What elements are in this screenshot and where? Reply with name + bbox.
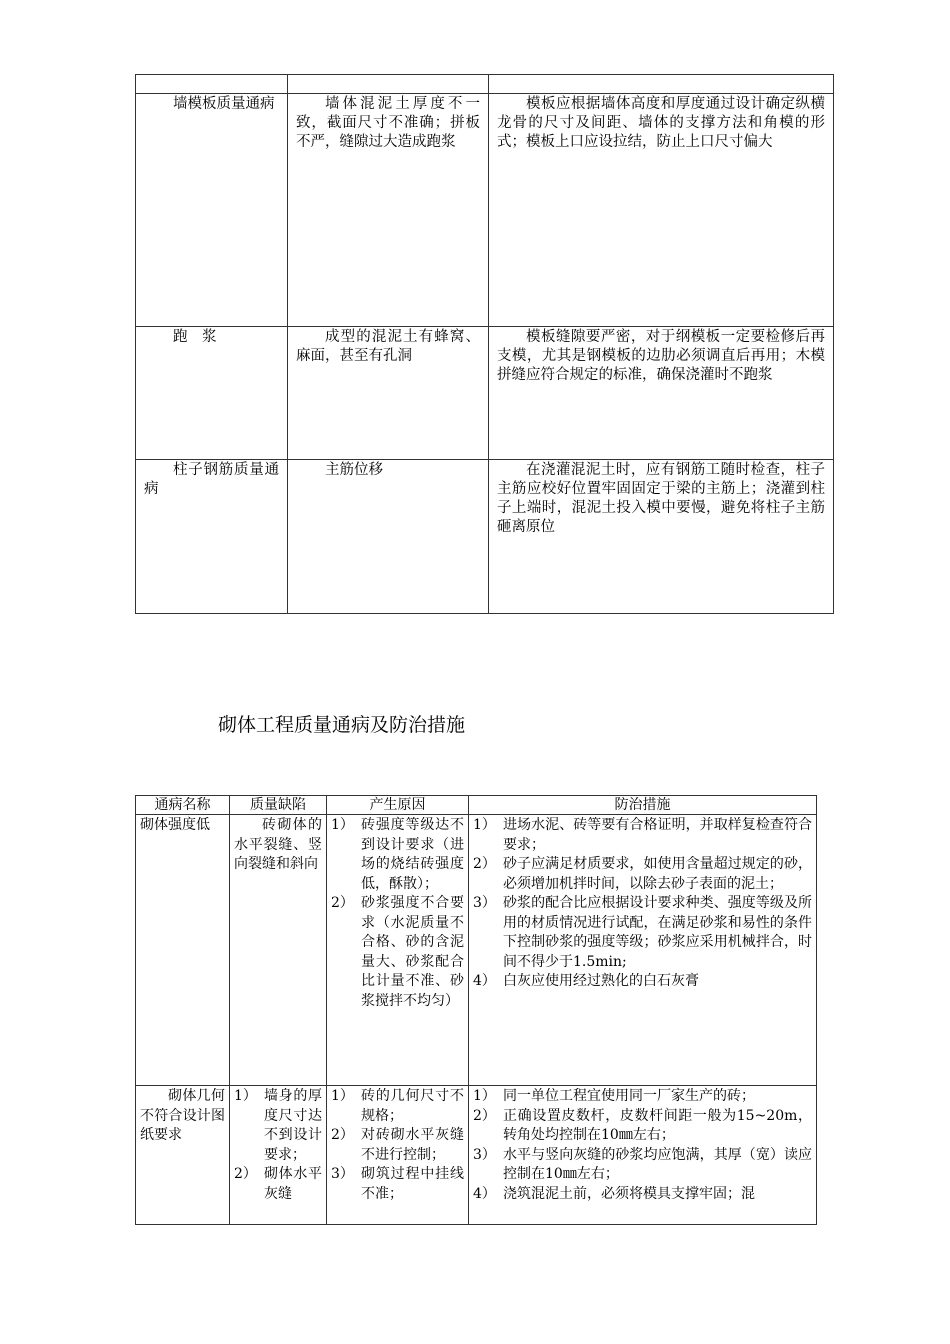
list-item: [473, 816, 812, 855]
defect-cause-cell: [288, 327, 489, 460]
table-row: [136, 94, 834, 327]
list-item: [331, 894, 464, 1011]
item-number: 4）: [473, 973, 496, 989]
item-text: 进场水泥、砖等要有合格证明，并取样复检查符合要求；: [503, 817, 812, 853]
defect-measure-cell: [489, 327, 834, 460]
column-header: 通病名称: [136, 796, 230, 815]
cause-cell: [327, 1086, 469, 1225]
item-text: 同一单位工程宜使用同一厂家生产的砖；: [503, 1088, 755, 1104]
list-item: [473, 855, 812, 894]
item-text: 砌筑过程中挂线不准；: [361, 1166, 464, 1202]
item-number: 3）: [473, 1146, 496, 1163]
item-text: 砖强度等级达不到设计要求（进场的烧结砖强度低，酥散）；: [361, 817, 464, 892]
item-number: 1）: [234, 1088, 257, 1104]
column-header: 产生原因: [327, 796, 469, 815]
item-number: 1）: [331, 817, 354, 833]
defect-cause: 主筋位移: [325, 462, 383, 478]
list-item: [234, 1087, 322, 1165]
item-number: 3）: [331, 1166, 354, 1182]
list-item: [473, 1185, 812, 1205]
defect-measure-cell: [489, 460, 834, 614]
item-text: 正确设置皮数杆，皮数杆间距一般为15~20m，转角处均控制在10㎜左右；: [503, 1107, 812, 1143]
cause-cell: [327, 815, 469, 1086]
item-text: 白灰应使用经过熟化的白石灰膏: [503, 973, 699, 989]
formwork-defects-table: [135, 74, 834, 614]
defect-name-cell: [136, 460, 288, 614]
list-item: [473, 1087, 812, 1107]
list-item: [473, 1107, 812, 1146]
defect-name-cell: [136, 327, 288, 460]
item-number: 2）: [331, 895, 354, 911]
defect-name: 柱子钢筋质量通病: [144, 462, 279, 497]
defect-cause-cell: [288, 460, 489, 614]
item-text: 砖的几何尺寸不规格；: [361, 1088, 464, 1124]
list-item: [234, 1165, 322, 1204]
list-item: [473, 1146, 812, 1185]
defect-cause: 成型的混泥土有蜂窝、麻面，甚至有孔洞: [296, 329, 480, 364]
item-text: 浇筑混泥土前，必须将模具支撑牢固；混: [503, 1185, 755, 1202]
item-number: 1）: [473, 817, 496, 833]
masonry-defects-table: [135, 795, 817, 1225]
cause-list: [331, 816, 464, 1011]
list-item: [331, 816, 464, 894]
defect-measure: 模板应根据墙体高度和厚度通过设计确定纵横龙骨的尺寸及间距、墙体的支撑方法和角模的形式；模板上口应设拉结，防止上口尺寸偏大: [497, 96, 825, 150]
list-item: [331, 1165, 464, 1204]
defect-name-cell: [136, 94, 288, 327]
defect-name: 墙模板质量通病: [173, 96, 275, 112]
item-text: 水平与竖向灰缝的砂浆均应饱满，其厚（宽）读应控制在10㎜左右；: [503, 1146, 812, 1182]
cause-list: [331, 1087, 464, 1204]
item-number: 2）: [473, 856, 496, 872]
list-item: [331, 1087, 464, 1126]
item-number: 2）: [331, 1127, 354, 1143]
defect-measure: 模板缝隙要严密，对于纲模板一定要检修后再支模，尤其是钢模板的边肋必须调直后再用；木模拼缝应符合规定的标准，确保浇灌时不跑浆: [497, 329, 825, 383]
measure-list: [473, 1087, 812, 1204]
item-number: 2）: [473, 1107, 496, 1124]
table-cell: [136, 75, 288, 94]
table-row: [136, 1086, 817, 1225]
list-item: [473, 894, 812, 972]
item-text: 墙身的厚度尺寸达不到设计要求；: [264, 1088, 322, 1163]
item-number: 2）: [234, 1166, 257, 1182]
item-text: 对砖砌水平灰缝不进行控制；: [361, 1127, 464, 1163]
item-number: 1）: [473, 1088, 496, 1104]
item-number: 1）: [331, 1088, 354, 1104]
defect-name-cell: [136, 1086, 230, 1225]
column-header: 防治措施: [469, 796, 817, 815]
list-item: [331, 1126, 464, 1165]
defect-name: 砌体几何不符合设计图纸要求: [140, 1088, 225, 1143]
item-text: 砌体水平灰缝: [264, 1166, 322, 1202]
table-header-row: [136, 75, 834, 94]
item-text: 砂子应满足材质要求，如使用含量超过规定的砂，必须增加机拌时间，以除去砂子表面的泥土；: [503, 856, 812, 892]
table-cell: [288, 75, 489, 94]
quality-defect-cell: [230, 1086, 327, 1225]
quality-defect-cell: [230, 815, 327, 1086]
defect-name-cell: [136, 815, 230, 1086]
defect-name: 砌体强度低: [140, 817, 210, 833]
table-header-row: [136, 796, 817, 815]
column-header: 质量缺陷: [230, 796, 327, 815]
measure-cell: [469, 1086, 817, 1225]
defect-list: [234, 1087, 322, 1204]
list-item: [473, 972, 812, 992]
item-text: 砂浆的配合比应根据设计要求种类、强度等级及所用的材质情况进行试配，在满足砂浆和易性的条件下控制砂浆的强度等级；砂浆应采用机械拌合，时间不得少于1.5min;: [503, 895, 812, 970]
measure-list: [473, 816, 812, 992]
section-title: 砌体工程质量通病及防治措施: [218, 714, 466, 736]
table-row: [136, 460, 834, 614]
defect-measure-cell: [489, 94, 834, 327]
measure-cell: [469, 815, 817, 1086]
table-cell: [489, 75, 834, 94]
defect-name: 跑 浆: [173, 329, 217, 345]
item-number: 3）: [473, 895, 496, 911]
item-number: 4）: [473, 1185, 496, 1202]
defect-cause-cell: [288, 94, 489, 327]
quality-defect: 砖砌体的水平裂缝、竖向裂缝和斜向: [234, 817, 322, 872]
table-row: [136, 815, 817, 1086]
defect-measure: 在浇灌混泥土时，应有钢筋工随时检查，柱子主筋应校好位置牢固固定于梁的主筋上；浇灌到柱子上端时，混泥土投入模中要慢，避免将柱子主筋砸离原位: [497, 462, 825, 535]
defect-cause: 墙体混泥土厚度不一致，截面尺寸不准确；拼板不严，缝隙过大造成跑浆: [296, 96, 480, 150]
table-row: [136, 327, 834, 460]
item-text: 砂浆强度不合要求（水泥质量不合格、砂的含泥量大、砂浆配合比计量不准、砂浆搅拌不均匀）: [361, 895, 464, 1009]
